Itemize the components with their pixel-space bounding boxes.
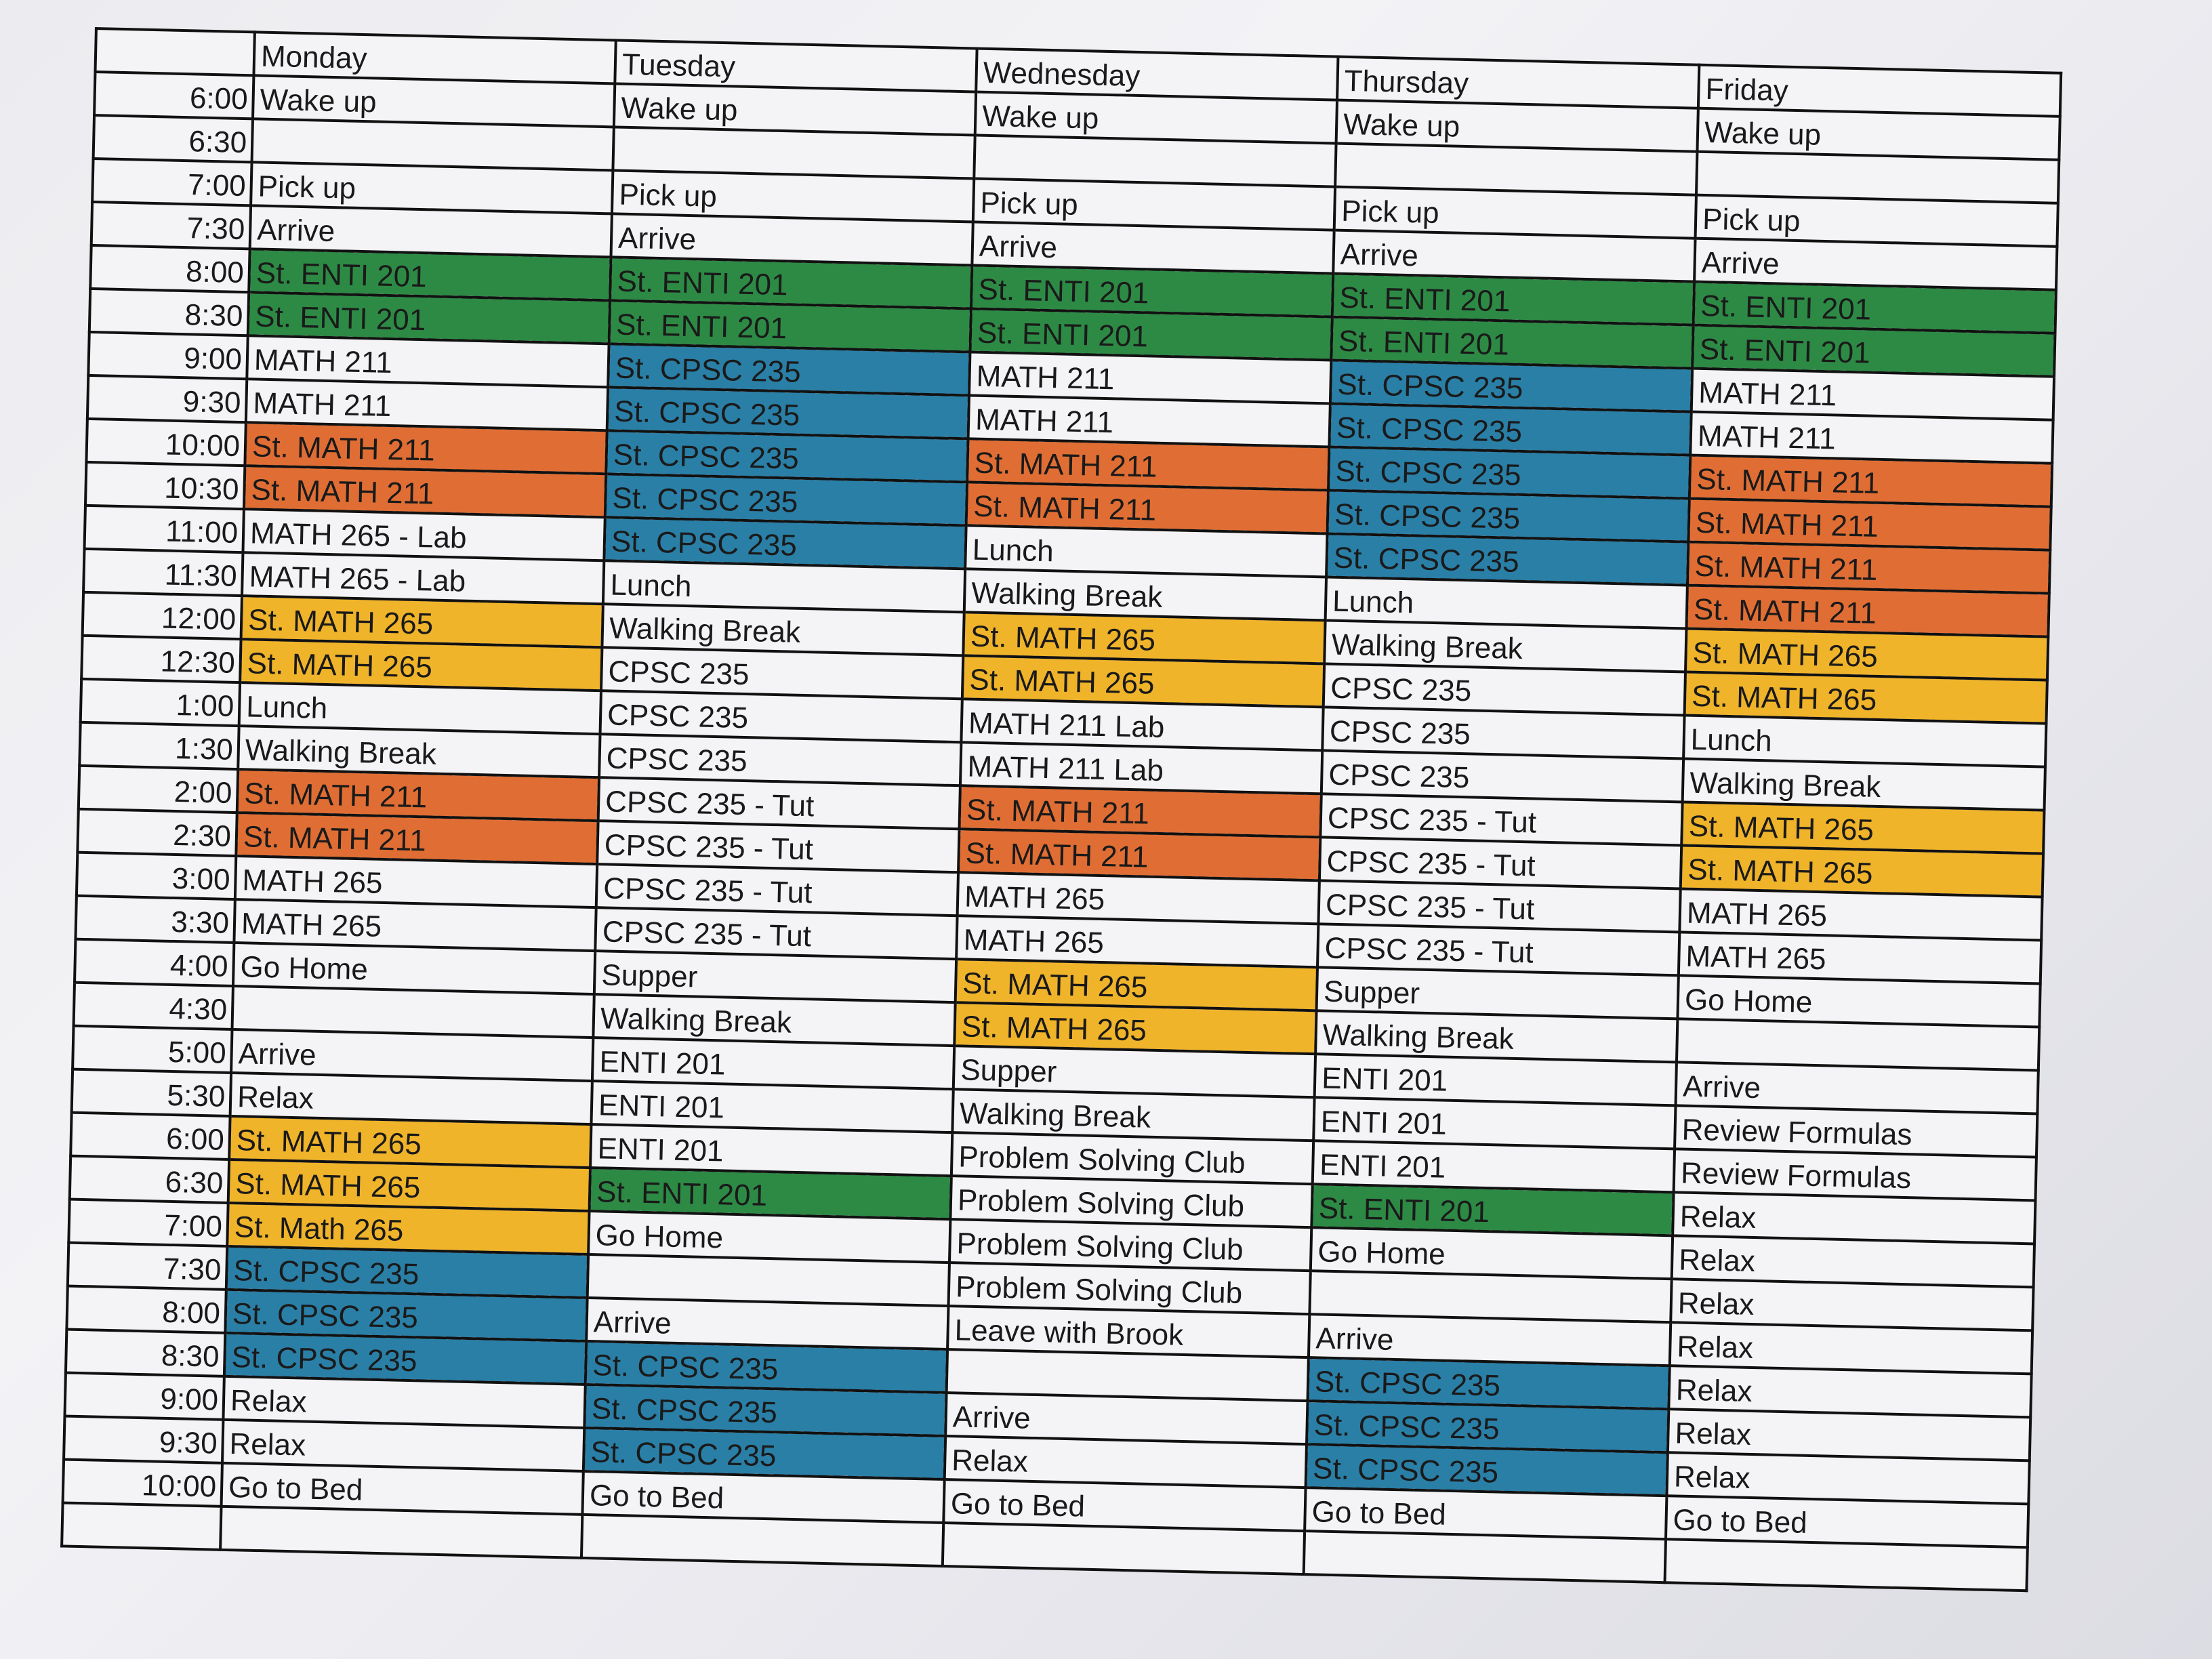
schedule-cell-wednesday: St. MATH 211 xyxy=(966,482,1328,533)
weekly-schedule-table xyxy=(60,27,2062,1592)
schedule-cell-thursday: St. CPSC 235 xyxy=(1328,490,1689,541)
schedule-cell-friday: Review Formulas xyxy=(1675,1105,2037,1157)
schedule-cell-monday: MATH 265 - Lab xyxy=(243,509,605,560)
schedule-cell-thursday: St. ENTI 201 xyxy=(1332,274,1694,325)
time-slot-label: 9:30 xyxy=(64,1416,223,1463)
schedule-cell-wednesday: Wake up xyxy=(975,92,1337,144)
schedule-cell-wednesday: St. MATH 265 xyxy=(954,1002,1316,1054)
schedule-cell-tuesday: ENTI 201 xyxy=(591,1081,953,1132)
schedule-cell-wednesday: MATH 211 Lab xyxy=(960,742,1322,794)
schedule-cell-friday: Relax xyxy=(1670,1322,2032,1374)
schedule-cell-friday: St. ENTI 201 xyxy=(1692,325,2055,377)
schedule-cell-thursday: ENTI 201 xyxy=(1315,1054,1677,1105)
schedule-cell-monday xyxy=(220,1507,582,1558)
time-slot-label: 6:30 xyxy=(94,115,253,162)
schedule-cell-friday: St. MATH 211 xyxy=(1689,455,2052,507)
schedule-cell-tuesday: Walking Break xyxy=(593,994,955,1046)
day-header-friday: Friday xyxy=(1698,65,2061,117)
schedule-cell-thursday: Arrive xyxy=(1309,1314,1671,1366)
schedule-cell-wednesday: Problem Solving Club xyxy=(950,1176,1312,1227)
schedule-cell-wednesday: Walking Break xyxy=(952,1089,1314,1141)
schedule-cell-monday: Lunch xyxy=(239,682,601,734)
schedule-cell-friday: Relax xyxy=(1673,1192,2035,1244)
time-slot-label: 11:30 xyxy=(83,549,243,596)
schedule-cell-thursday: Walking Break xyxy=(1315,1010,1677,1062)
schedule-cell-friday: Arrive xyxy=(1675,1062,2038,1113)
time-slot-label: 9:30 xyxy=(87,375,247,422)
schedule-cell-friday: St. MATH 265 xyxy=(1685,672,2047,723)
time-slot-label: 7:30 xyxy=(68,1243,227,1290)
schedule-cell-monday: St. CPSC 235 xyxy=(224,1333,586,1385)
schedule-cell-monday: Arrive xyxy=(231,1029,593,1081)
time-slot-label: 6:30 xyxy=(70,1156,229,1203)
schedule-cell-wednesday: MATH 265 xyxy=(956,916,1318,967)
schedule-cell-thursday: St. CPSC 235 xyxy=(1306,1444,1668,1496)
schedule-cell-tuesday: CPSC 235 - Tut xyxy=(597,821,959,872)
schedule-cell-monday: MATH 265 xyxy=(234,899,596,951)
schedule-cell-tuesday: Go to Bed xyxy=(582,1471,944,1523)
time-slot-label: 12:00 xyxy=(83,592,242,639)
time-slot-label: 2:30 xyxy=(77,809,237,856)
schedule-cell-wednesday: Go to Bed xyxy=(943,1479,1305,1531)
schedule-cell-wednesday: Problem Solving Club xyxy=(949,1263,1311,1314)
schedule-cell-friday: Review Formulas xyxy=(1674,1149,2036,1200)
schedule-cell-tuesday: ENTI 201 xyxy=(590,1124,952,1176)
schedule-cell-friday: St. MATH 265 xyxy=(1685,629,2048,680)
schedule-body xyxy=(62,72,2060,1591)
time-slot-label: 11:00 xyxy=(85,506,244,552)
schedule-cell-wednesday: MATH 211 xyxy=(969,352,1331,403)
schedule-cell-friday: Arrive xyxy=(1694,239,2057,290)
schedule-cell-monday: MATH 211 xyxy=(246,379,608,430)
schedule-cell-monday xyxy=(232,986,594,1038)
schedule-cell-monday xyxy=(252,119,614,170)
schedule-cell-monday: Wake up xyxy=(253,75,615,127)
day-header-thursday: Thursday xyxy=(1337,57,1699,108)
schedule-cell-monday: Relax xyxy=(223,1376,585,1428)
schedule-cell-friday: St. MATH 265 xyxy=(1681,845,2043,897)
schedule-cell-friday: St. MATH 211 xyxy=(1686,586,2049,637)
schedule-cell-tuesday: St. ENTI 201 xyxy=(610,257,972,308)
schedule-cell-friday: MATH 265 xyxy=(1679,932,2041,983)
time-slot-label: 8:30 xyxy=(89,289,249,335)
schedule-cell-friday: Relax xyxy=(1671,1279,2033,1330)
schedule-cell-tuesday: Wake up xyxy=(614,83,976,135)
schedule-cell-friday: MATH 211 xyxy=(1690,412,2053,464)
schedule-cell-monday: Walking Break xyxy=(238,726,600,777)
schedule-cell-friday: St. ENTI 201 xyxy=(1694,282,2056,333)
schedule-cell-tuesday: St. CPSC 235 xyxy=(583,1428,945,1479)
schedule-cell-tuesday: CPSC 235 xyxy=(599,734,961,785)
schedule-cell-tuesday: Arrive xyxy=(611,213,972,265)
schedule-cell-tuesday: Walking Break xyxy=(602,604,964,655)
schedule-cell-thursday: ENTI 201 xyxy=(1313,1141,1675,1192)
schedule-cell-thursday: Go Home xyxy=(1311,1227,1673,1279)
schedule-cell-friday: Relax xyxy=(1668,1409,2030,1460)
schedule-cell-monday: St. ENTI 201 xyxy=(248,292,610,344)
schedule-cell-thursday: CPSC 235 - Tut xyxy=(1318,880,1680,932)
schedule-cell-tuesday: Lunch xyxy=(603,560,965,612)
schedule-cell-wednesday: St. ENTI 201 xyxy=(970,308,1332,360)
schedule-cell-monday: St. CPSC 235 xyxy=(226,1246,588,1298)
schedule-cell-wednesday: St. MATH 265 xyxy=(963,612,1325,663)
schedule-cell-wednesday: Supper xyxy=(954,1046,1315,1097)
schedule-cell-tuesday: CPSC 235 - Tut xyxy=(598,777,960,829)
schedule-cell-thursday: Go to Bed xyxy=(1305,1488,1666,1539)
schedule-cell-thursday: Walking Break xyxy=(1324,620,1686,672)
schedule-cell-monday: Pick up xyxy=(251,162,613,213)
schedule-cell-tuesday: St. CPSC 235 xyxy=(606,430,968,482)
schedule-cell-wednesday: Problem Solving Club xyxy=(951,1132,1313,1184)
schedule-cell-wednesday: MATH 211 Lab xyxy=(961,699,1323,750)
schedule-cell-wednesday: Arrive xyxy=(972,222,1334,273)
schedule-cell-monday: St. CPSC 235 xyxy=(225,1290,587,1341)
time-slot-label xyxy=(62,1502,221,1549)
schedule-cell-tuesday: St. CPSC 235 xyxy=(607,387,969,438)
schedule-cell-monday: St. MATH 265 xyxy=(228,1160,590,1211)
schedule-cell-friday: Relax xyxy=(1668,1366,2031,1417)
schedule-cell-wednesday: Lunch xyxy=(965,525,1327,577)
schedule-cell-friday: Wake up xyxy=(1697,108,2060,160)
time-slot-label: 7:00 xyxy=(68,1200,228,1246)
schedule-cell-thursday: Supper xyxy=(1317,967,1679,1019)
schedule-cell-friday xyxy=(1677,1019,2039,1070)
schedule-cell-thursday: CPSC 235 xyxy=(1324,663,1685,715)
schedule-cell-friday: Lunch xyxy=(1683,715,2046,766)
schedule-cell-monday: St. MATH 265 xyxy=(229,1116,591,1168)
schedule-cell-friday: Walking Break xyxy=(1683,758,2045,810)
schedule-cell-monday: MATH 265 - Lab xyxy=(242,552,604,604)
schedule-cell-friday: St. MATH 211 xyxy=(1687,542,2050,594)
schedule-cell-tuesday: CPSC 235 - Tut xyxy=(595,907,957,959)
schedule-cell-thursday: CPSC 235 xyxy=(1322,707,1684,758)
corner-cell xyxy=(96,28,255,75)
schedule-cell-tuesday: ENTI 201 xyxy=(592,1038,954,1089)
schedule-cell-tuesday: CPSC 235 - Tut xyxy=(596,864,958,916)
schedule-cell-thursday: St. CPSC 235 xyxy=(1329,403,1691,455)
schedule-cell-monday: St. MATH 211 xyxy=(236,813,598,864)
schedule-cell-wednesday xyxy=(974,136,1336,187)
schedule-cell-wednesday: Walking Break xyxy=(964,569,1326,620)
time-slot-label: 3:00 xyxy=(77,853,236,899)
schedule-cell-wednesday: St. MATH 265 xyxy=(962,655,1324,707)
schedule-cell-tuesday xyxy=(588,1254,949,1306)
schedule-cell-friday xyxy=(1696,152,2059,203)
schedule-cell-thursday: St. ENTI 201 xyxy=(1311,1184,1673,1235)
schedule-cell-monday: St. MATH 265 xyxy=(240,639,602,691)
schedule-cell-thursday: St. ENTI 201 xyxy=(1331,317,1693,369)
time-slot-label: 8:00 xyxy=(90,245,249,292)
time-slot-label: 6:00 xyxy=(94,72,253,119)
schedule-cell-thursday: CPSC 235 - Tut xyxy=(1317,924,1679,975)
day-header-monday: Monday xyxy=(253,32,615,83)
schedule-cell-friday: St. MATH 211 xyxy=(1688,499,2051,550)
schedule-cell-thursday: St. CPSC 235 xyxy=(1307,1357,1669,1409)
time-slot-label: 9:00 xyxy=(88,332,247,379)
schedule-cell-wednesday: MATH 211 xyxy=(968,395,1330,447)
schedule-cell-thursday xyxy=(1309,1271,1671,1322)
schedule-cell-tuesday: Supper xyxy=(594,951,956,1002)
schedule-cell-thursday: CPSC 235 xyxy=(1322,750,1683,802)
schedule-cell-thursday: ENTI 201 xyxy=(1313,1097,1675,1149)
schedule-cell-friday: Pick up xyxy=(1696,195,2058,247)
schedule-cell-monday: St. Math 265 xyxy=(227,1203,589,1254)
day-header-wednesday: Wednesday xyxy=(976,49,1338,100)
schedule-cell-friday xyxy=(1665,1539,2028,1591)
schedule-cell-tuesday: St. CPSC 235 xyxy=(586,1341,947,1393)
time-slot-label: 9:00 xyxy=(64,1373,224,1420)
schedule-cell-wednesday: Relax xyxy=(945,1436,1307,1488)
schedule-cell-monday: St. MATH 265 xyxy=(241,596,603,647)
schedule-cell-thursday: Pick up xyxy=(1334,187,1696,239)
schedule-cell-friday: Go to Bed xyxy=(1666,1496,2028,1547)
schedule-cell-wednesday xyxy=(947,1349,1309,1401)
schedule-cell-thursday: CPSC 235 - Tut xyxy=(1319,837,1681,888)
schedule-cell-wednesday: St. MATH 211 xyxy=(958,829,1320,880)
schedule-cell-wednesday xyxy=(943,1523,1305,1574)
time-slot-label: 7:00 xyxy=(92,159,251,205)
schedule-cell-tuesday: Arrive xyxy=(586,1298,948,1349)
schedule-cell-thursday: Arrive xyxy=(1333,230,1695,282)
schedule-cell-tuesday: CPSC 235 xyxy=(601,647,963,699)
schedule-cell-thursday: St. CPSC 235 xyxy=(1326,533,1688,585)
schedule-cell-thursday: St. CPSC 235 xyxy=(1330,361,1692,412)
schedule-cell-tuesday xyxy=(581,1515,943,1566)
time-slot-label: 1:00 xyxy=(81,679,240,726)
time-slot-label: 4:00 xyxy=(75,939,234,986)
schedule-cell-wednesday: St. MATH 265 xyxy=(956,959,1317,1010)
schedule-cell-monday: Go Home xyxy=(233,943,595,994)
time-slot-label: 7:30 xyxy=(91,202,251,249)
time-slot-label: 8:30 xyxy=(66,1330,225,1376)
printed-schedule-sheet xyxy=(60,27,2062,1592)
schedule-cell-thursday xyxy=(1304,1531,1666,1582)
schedule-cell-thursday: St. CPSC 235 xyxy=(1328,447,1690,498)
schedule-cell-monday: St. ENTI 201 xyxy=(249,249,611,300)
schedule-cell-thursday: CPSC 235 - Tut xyxy=(1320,794,1682,845)
schedule-cell-tuesday: St. CPSC 235 xyxy=(604,517,966,569)
schedule-cell-tuesday: St. ENTI 201 xyxy=(590,1168,951,1219)
time-slot-label: 10:00 xyxy=(86,419,245,466)
schedule-cell-tuesday: St. ENTI 201 xyxy=(609,300,971,352)
schedule-cell-friday: Relax xyxy=(1672,1235,2034,1287)
schedule-cell-friday: St. MATH 265 xyxy=(1681,802,2044,853)
time-slot-label: 10:30 xyxy=(85,462,245,509)
schedule-cell-friday: Go Home xyxy=(1677,975,2040,1027)
time-slot-label: 4:30 xyxy=(74,983,233,1029)
schedule-cell-tuesday: St. CPSC 235 xyxy=(584,1385,946,1436)
schedule-cell-tuesday xyxy=(613,127,975,178)
schedule-cell-monday: Go to Bed xyxy=(222,1463,583,1515)
time-slot-label: 6:00 xyxy=(70,1113,230,1160)
schedule-cell-tuesday: St. CPSC 235 xyxy=(608,344,970,395)
schedule-cell-tuesday: Go Home xyxy=(588,1211,950,1263)
schedule-cell-thursday: Lunch xyxy=(1326,577,1687,628)
schedule-cell-friday: MATH 265 xyxy=(1679,888,2042,940)
schedule-cell-tuesday: St. CPSC 235 xyxy=(605,474,967,525)
time-slot-label: 8:00 xyxy=(66,1286,226,1333)
time-slot-label: 5:30 xyxy=(72,1069,231,1116)
schedule-cell-monday: MATH 211 xyxy=(247,335,609,387)
schedule-cell-wednesday: Problem Solving Club xyxy=(949,1219,1311,1271)
schedule-cell-wednesday: MATH 265 xyxy=(958,872,1319,924)
schedule-cell-thursday: Wake up xyxy=(1336,100,1698,152)
schedule-cell-monday: St. MATH 211 xyxy=(244,466,606,517)
schedule-cell-tuesday: Pick up xyxy=(612,170,974,222)
schedule-cell-monday: Relax xyxy=(230,1073,592,1124)
schedule-cell-wednesday: St. MATH 211 xyxy=(959,785,1321,837)
schedule-cell-monday: Arrive xyxy=(250,205,612,257)
schedule-cell-monday: St. MATH 211 xyxy=(237,769,599,821)
schedule-cell-wednesday: St. ENTI 201 xyxy=(971,265,1333,316)
time-slot-label: 10:00 xyxy=(63,1460,222,1507)
schedule-cell-monday: MATH 265 xyxy=(235,856,597,907)
schedule-cell-friday: MATH 211 xyxy=(1692,369,2054,420)
day-header-tuesday: Tuesday xyxy=(615,40,977,91)
schedule-cell-wednesday: Leave with Brook xyxy=(947,1306,1309,1357)
schedule-cell-wednesday: St. MATH 211 xyxy=(967,438,1329,490)
schedule-cell-wednesday: Pick up xyxy=(973,178,1335,230)
schedule-cell-thursday xyxy=(1335,144,1697,195)
schedule-cell-wednesday: Arrive xyxy=(945,1393,1307,1444)
schedule-cell-tuesday: CPSC 235 xyxy=(600,691,962,742)
time-slot-label: 5:00 xyxy=(73,1026,232,1073)
schedule-cell-monday: Relax xyxy=(222,1420,584,1471)
time-slot-label: 1:30 xyxy=(79,722,239,769)
schedule-cell-thursday: St. CPSC 235 xyxy=(1307,1401,1668,1452)
time-slot-label: 2:00 xyxy=(79,766,238,813)
time-slot-label: 3:30 xyxy=(75,896,234,943)
schedule-cell-monday: St. MATH 211 xyxy=(245,422,607,474)
time-slot-label: 12:30 xyxy=(81,636,241,682)
schedule-cell-friday: Relax xyxy=(1666,1452,2029,1504)
